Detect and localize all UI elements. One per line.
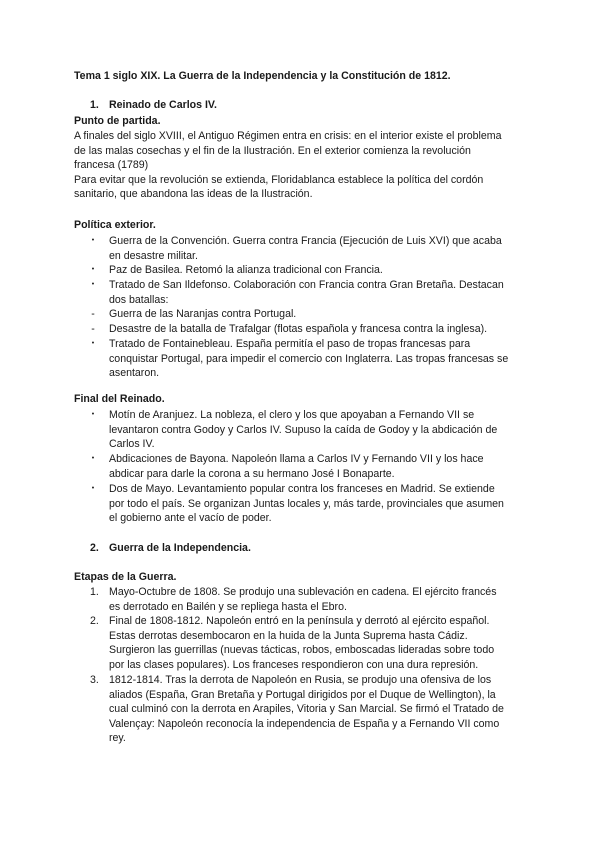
text-line: Dos de Mayo. Levantamiento popular contra los franceses en Madrid. Se extiende bbox=[109, 483, 495, 495]
bullet-icon: • bbox=[91, 411, 95, 418]
bullet-icon: • bbox=[91, 485, 95, 492]
section-title: Reinado de Carlos IV. bbox=[109, 99, 217, 111]
bullet-icon: • bbox=[91, 237, 95, 244]
text-line: Tratado de Fontainebleau. España permitía el paso de tropas francesas para bbox=[109, 338, 471, 350]
text-line: aliados (España, Gran Bretaña y Portugal dirigidos por el Duque de Wellington), la bbox=[109, 688, 496, 701]
list-number: 3. bbox=[90, 674, 99, 686]
subheading-etapas-de-la-guerra: Etapas de la Guerra. bbox=[74, 571, 177, 583]
text-line: asentaron. bbox=[109, 367, 160, 380]
subheading-punto-de-partida: Punto de partida. bbox=[74, 115, 161, 127]
text-line: rey. bbox=[109, 732, 126, 745]
text-line: por todo el país. Se organizan Juntas locales y, más tarde, provinciales que asumen bbox=[109, 497, 504, 510]
section-number: 1. bbox=[90, 99, 99, 111]
dash-icon: - bbox=[91, 323, 95, 335]
document-title: Tema 1 siglo XIX. La Guerra de la Independencia y la Constitución de 1812. bbox=[74, 70, 451, 82]
text-line: de las malas cosechas y el fin de la Ilustración. En el exterior comienza la revolución bbox=[74, 144, 471, 157]
bullet-icon: • bbox=[91, 281, 95, 288]
subheading-politica-exterior: Política exterior. bbox=[74, 219, 156, 231]
text-line: conquistar Portugal, para impedir el comercio con Inglaterra. Las tropas francesas se bbox=[109, 352, 509, 365]
text-line: abdicar para darle la corona a su hermano José I Bonaparte. bbox=[109, 467, 395, 480]
section-title: Guerra de la Independencia. bbox=[109, 542, 251, 554]
bullet-icon: • bbox=[91, 340, 95, 347]
text-line: Surgieron las guerrillas (nuevas tácticas, robos, emboscadas lideradas sobre todo bbox=[109, 644, 495, 657]
text-line: en desastre militar. bbox=[109, 249, 198, 262]
text-line: Mayo-Octubre de 1808. Se produjo una sublevación en cadena. El ejército francés bbox=[109, 586, 497, 598]
text-line: Tratado de San Ildefonso. Colaboración con Francia contra Gran Bretaña. Destacan bbox=[109, 279, 504, 291]
text-line: cual culminó con la derrota en Arapiles, Vitoria y San Marcial. Se firmó el Tratado de bbox=[109, 703, 504, 716]
text-line: el gobierno ante el vacío de poder. bbox=[109, 512, 272, 525]
text-line: Abdicaciones de Bayona. Napoleón llama a Carlos IV y Fernando VII y los hace bbox=[109, 453, 484, 465]
text-line: Carlos IV. bbox=[109, 438, 155, 451]
text-line: Para evitar que la revolución se extienda, Floridablanca establece la política del cordón bbox=[74, 173, 484, 186]
text-line: 1812-1814. Tras la derrota de Napoleón en Rusia, se produjo una ofensiva de los bbox=[109, 674, 492, 686]
text-line: Desastre de la batalla de Trafalgar (flotas española y francesa contra la inglesa). bbox=[109, 323, 488, 335]
text-line: dos batallas: bbox=[109, 293, 169, 306]
text-line: levantaron contra Godoy y Carlos IV. Supuso la caída de Godoy y la abdicación de bbox=[109, 423, 498, 436]
text-line: Motín de Aranjuez. La nobleza, el clero y los que apoyaban a Fernando VII se bbox=[109, 409, 475, 421]
bullet-icon: • bbox=[91, 266, 95, 273]
subheading-final-del-reinado: Final del Reinado. bbox=[74, 393, 165, 405]
text-line: A finales del siglo XVIII, el Antiguo Régimen entra en crisis: en el interior existe el problema bbox=[74, 130, 502, 142]
text-line: francesa (1789) bbox=[74, 159, 149, 172]
list-number: 1. bbox=[90, 586, 99, 598]
text-line: Valençay: Napoleón reconocía la independencia de España y a Fernando VII como bbox=[109, 717, 500, 730]
list-number: 2. bbox=[90, 615, 99, 627]
bullet-icon: • bbox=[91, 455, 95, 462]
text-line: Final de 1808-1812. Napoleón entró en la península y derrotó al ejército español. bbox=[109, 615, 490, 627]
paragraph-punto-de-partida bbox=[74, 129, 534, 202]
text-line: Guerra de la Convención. Guerra contra Francia (Ejecución de Luis XVI) que acaba bbox=[109, 235, 502, 247]
text-line: sanitario, que abandona las ideas de la Ilustración. bbox=[74, 188, 313, 201]
text-line: Paz de Basilea. Retomó la alianza tradicional con Francia. bbox=[109, 264, 383, 276]
text-line: por las clases populares). Los franceses respondieron con una dura represión. bbox=[109, 658, 479, 671]
text-line: es derrotado en Bailén y se repliega hasta el Ebro. bbox=[109, 600, 347, 613]
text-line: Guerra de las Naranjas contra Portugal. bbox=[109, 308, 297, 320]
text-line: Estas derrotas desembocaron en la huida de la Junta Suprema hasta Cádiz. bbox=[109, 629, 468, 642]
dash-icon: - bbox=[91, 308, 95, 320]
section-number: 2. bbox=[90, 542, 99, 554]
